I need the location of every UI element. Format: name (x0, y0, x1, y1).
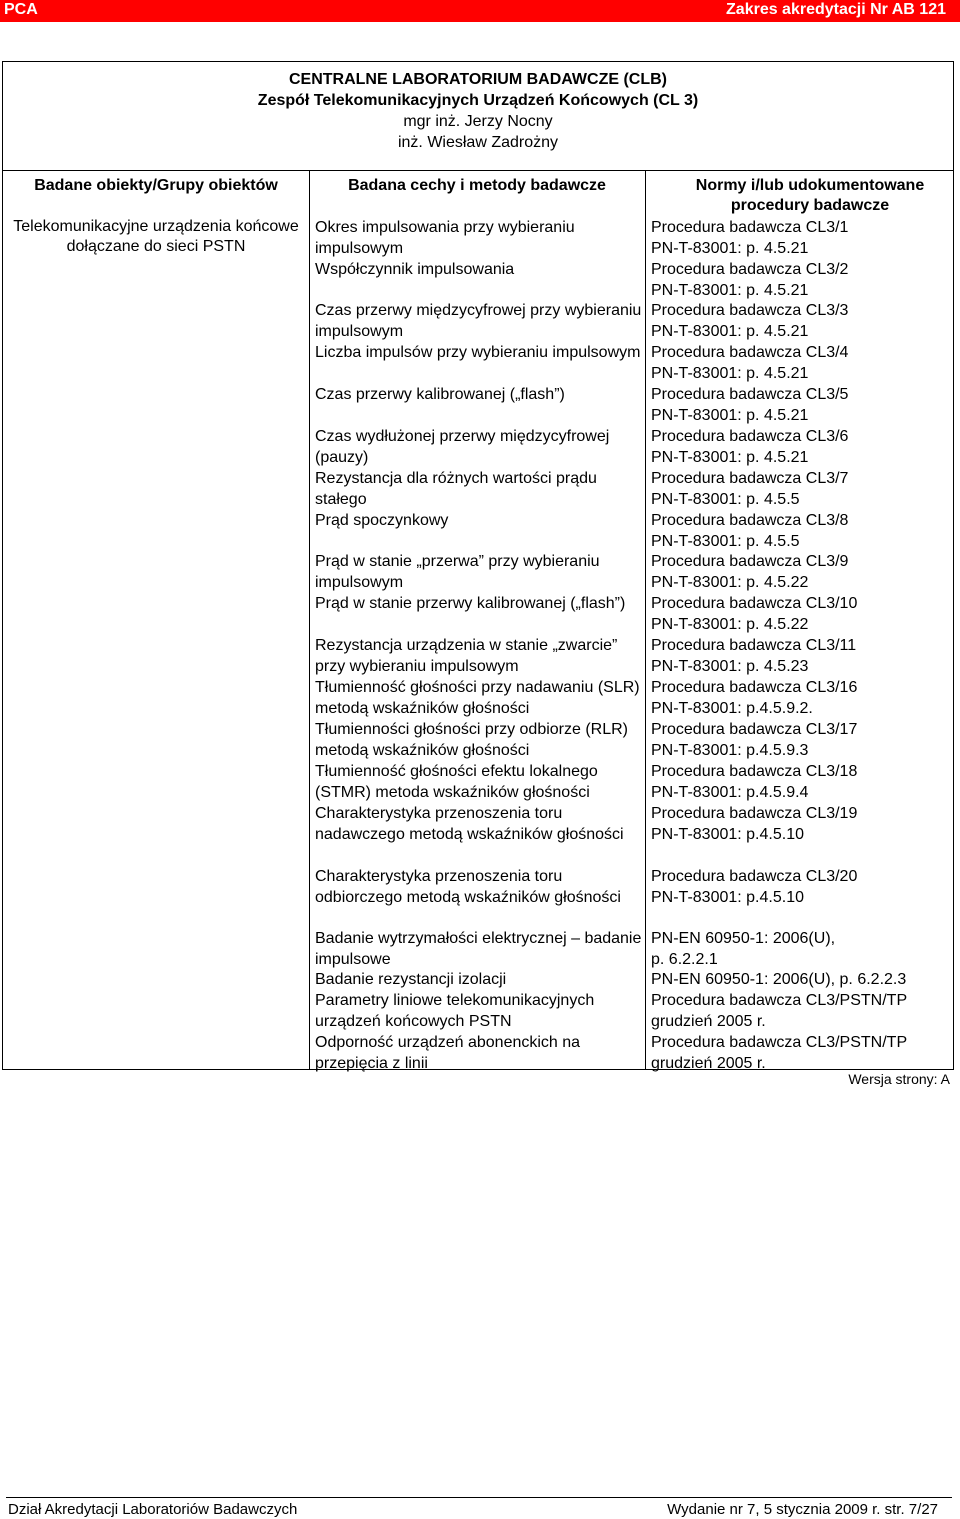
norm-cell (651, 300, 951, 342)
method-cell: Badanie wytrzymałości elektrycznej – badanie impulsowe (315, 930, 646, 968)
norm-cell (651, 719, 951, 761)
norm-line-1: Procedura badawcza CL3/PSTN/TP (651, 1034, 908, 1051)
norm-line-1: Procedura badawcza CL3/20 (651, 868, 858, 885)
norm-line-2: p. 6.2.2.1 (651, 951, 718, 968)
norm-line-1: Procedura badawcza CL3/8 (651, 512, 849, 529)
norm-line-2: PN-T-83001: p. 4.5.22 (651, 574, 809, 591)
norm-cell (651, 677, 951, 719)
norm-line-1: PN-EN 60950-1: 2006(U), (651, 930, 836, 947)
norm-line-1: Procedura badawcza CL3/19 (651, 805, 858, 822)
norm-cell (651, 551, 951, 593)
norm-line-2: PN-T-83001: p. 4.5.21 (651, 365, 809, 382)
norm-line-2: PN-T-83001: p.4.5.10 (651, 889, 804, 906)
method-cell: Współczynnik impulsowania (315, 261, 515, 278)
footer-right: Wydanie nr 7, 5 stycznia 2009 r. str. 7/27 (667, 1501, 938, 1518)
header-divider (3, 170, 953, 171)
norm-line-2: PN-T-83001: p. 4.5.21 (651, 323, 809, 340)
norm-cell (651, 426, 951, 468)
norm-cell (651, 990, 951, 1032)
norm-cell (651, 635, 951, 677)
norm-cell (651, 1032, 951, 1074)
method-cell: Tłumienność głośności przy nadawaniu (SLR) metodą wskaźników głośności (315, 679, 645, 717)
norm-line-1: Procedura badawcza CL3/7 (651, 470, 849, 487)
method-cell: Liczba impulsów przy wybieraniu impulsowym (315, 344, 641, 361)
norm-line-1: Procedura badawcza CL3/16 (651, 679, 858, 696)
norm-line-1: Procedura badawcza CL3/18 (651, 763, 858, 780)
tested-object: Telekomunikacyjne urządzenia końcowe dołączane do sieci PSTN (13, 218, 299, 255)
norm-line-2: PN-T-83001: p.4.5.9.3 (651, 742, 809, 759)
column-divider-1 (309, 170, 310, 1069)
norm-line-2: PN-T-83001: p. 4.5.21 (651, 449, 809, 466)
norm-line-2: PN-T-83001: p.4.5.9.2. (651, 700, 813, 717)
norm-line-1: Procedura badawcza CL3/5 (651, 386, 849, 403)
norm-line-1: Procedura badawcza CL3/4 (651, 344, 849, 361)
method-cell: Prąd w stanie przerwy kalibrowanej („flash”) (315, 595, 626, 612)
norm-line-2: PN-T-83001: p.4.5.10 (651, 826, 804, 843)
method-cell: Czas wydłużonej przerwy międzycyfrowej (pauzy) (315, 428, 614, 466)
header-bar (0, 0, 960, 22)
method-cell: Odporność urządzeń abonenckich na przepięcia z linii (315, 1034, 585, 1072)
lab-manager-2: inż. Wiesław Zadrożny (397, 134, 559, 151)
method-cell: Czas przerwy międzycyfrowej przy wybieraniu impulsowym (315, 302, 646, 340)
method-cell: Prąd w stanie „przerwa” przy wybieraniu impulsowym (315, 553, 604, 591)
method-cell: Tłumienność głośności efektu lokalnego (STMR) metoda wskaźników głośności (315, 763, 603, 801)
method-cell: Parametry liniowe telekomunikacyjnych urządzeń końcowych PSTN (315, 992, 599, 1030)
accreditation-table (2, 61, 954, 1070)
lab-name: CENTRALNE LABORATORIUM BADAWCZE (CLB) (288, 71, 668, 88)
header-left: PCA (4, 1, 38, 18)
footer-divider (6, 1497, 952, 1498)
lab-team: Zespół Telekomunikacyjnych Urządzeń Końcowych (CL 3) (257, 92, 699, 109)
column-header-norms: Normy i/lub udokumentowane procedury badawcze (695, 177, 925, 214)
method-cell: Prąd spoczynkowy (315, 512, 449, 529)
norm-line-1: Procedura badawcza CL3/3 (651, 302, 849, 319)
norm-cell (651, 593, 951, 635)
page-version: Wersja strony: A (848, 1071, 950, 1087)
norm-cell (651, 803, 951, 845)
method-cell: Tłumienności głośności przy odbiorze (RLR) metodą wskaźników głośności (315, 721, 633, 759)
method-cell: Rezystancja urządzenia w stanie „zwarcie” przy wybieraniu impulsowym (315, 637, 622, 675)
method-cell: Charakterystyka przenoszenia toru nadawczego metodą wskaźników głośności (315, 805, 624, 843)
norm-cell (651, 259, 951, 301)
method-cell: Badanie rezystancji izolacji (315, 971, 507, 988)
column-header-methods: Badana cechy i metody badawcze (348, 177, 606, 194)
norm-line-2: PN-T-83001: p. 4.5.23 (651, 658, 809, 675)
method-cell: Okres impulsowania przy wybieraniu impulsowym (315, 219, 580, 257)
footer-left: Dział Akredytacji Laboratoriów Badawczych (8, 1501, 298, 1518)
norm-line-2: PN-T-83001: p. 4.5.22 (651, 616, 809, 633)
header-right: Zakres akredytacji Nr AB 121 (726, 1, 946, 18)
method-cell: Czas przerwy kalibrowanej („flash”) (315, 386, 565, 403)
norm-line-1: Procedura badawcza CL3/9 (651, 553, 849, 570)
norm-line-2: PN-T-83001: p. 4.5.21 (651, 240, 809, 257)
norm-line-2: PN-T-83001: p. 4.5.21 (651, 282, 809, 299)
norm-line-2: PN-T-83001: p. 4.5.5 (651, 491, 800, 508)
norm-line-2: grudzień 2005 r. (651, 1055, 766, 1072)
column-header-objects: Badane obiekty/Grupy obiektów (34, 177, 278, 194)
norm-cell (651, 468, 951, 510)
norm-cell (651, 866, 951, 908)
norm-line-1: Procedura badawcza CL3/PSTN/TP (651, 992, 908, 1009)
norm-line-2: PN-T-83001: p. 4.5.5 (651, 533, 800, 550)
norm-line-1: Procedura badawcza CL3/10 (651, 595, 858, 612)
norm-line-2: grudzień 2005 r. (651, 1013, 766, 1030)
norm-line-1: Procedura badawcza CL3/17 (651, 721, 858, 738)
norm-cell (651, 969, 951, 990)
norm-cell (651, 928, 951, 970)
norm-cell (651, 761, 951, 803)
norm-line-1: PN-EN 60950-1: 2006(U), p. 6.2.2.3 (651, 971, 907, 988)
norm-line-1: Procedura badawcza CL3/11 (651, 637, 857, 654)
norm-cell (651, 384, 951, 426)
norm-line-1: Procedura badawcza CL3/6 (651, 428, 849, 445)
method-cell: Charakterystyka przenoszenia toru odbiorczego metodą wskaźników głośności (315, 868, 621, 906)
norm-cell (651, 217, 951, 259)
norm-line-2: PN-T-83001: p.4.5.9.4 (651, 784, 809, 801)
norm-line-1: Procedura badawcza CL3/1 (651, 219, 849, 236)
lab-manager-1: mgr inż. Jerzy Nocny (403, 113, 553, 130)
norm-cell (651, 342, 951, 384)
norm-line-2: PN-T-83001: p. 4.5.21 (651, 407, 809, 424)
norm-line-1: Procedura badawcza CL3/2 (651, 261, 849, 278)
norm-cell (651, 510, 951, 552)
method-cell: Rezystancja dla różnych wartości prądu stałego (315, 470, 602, 508)
